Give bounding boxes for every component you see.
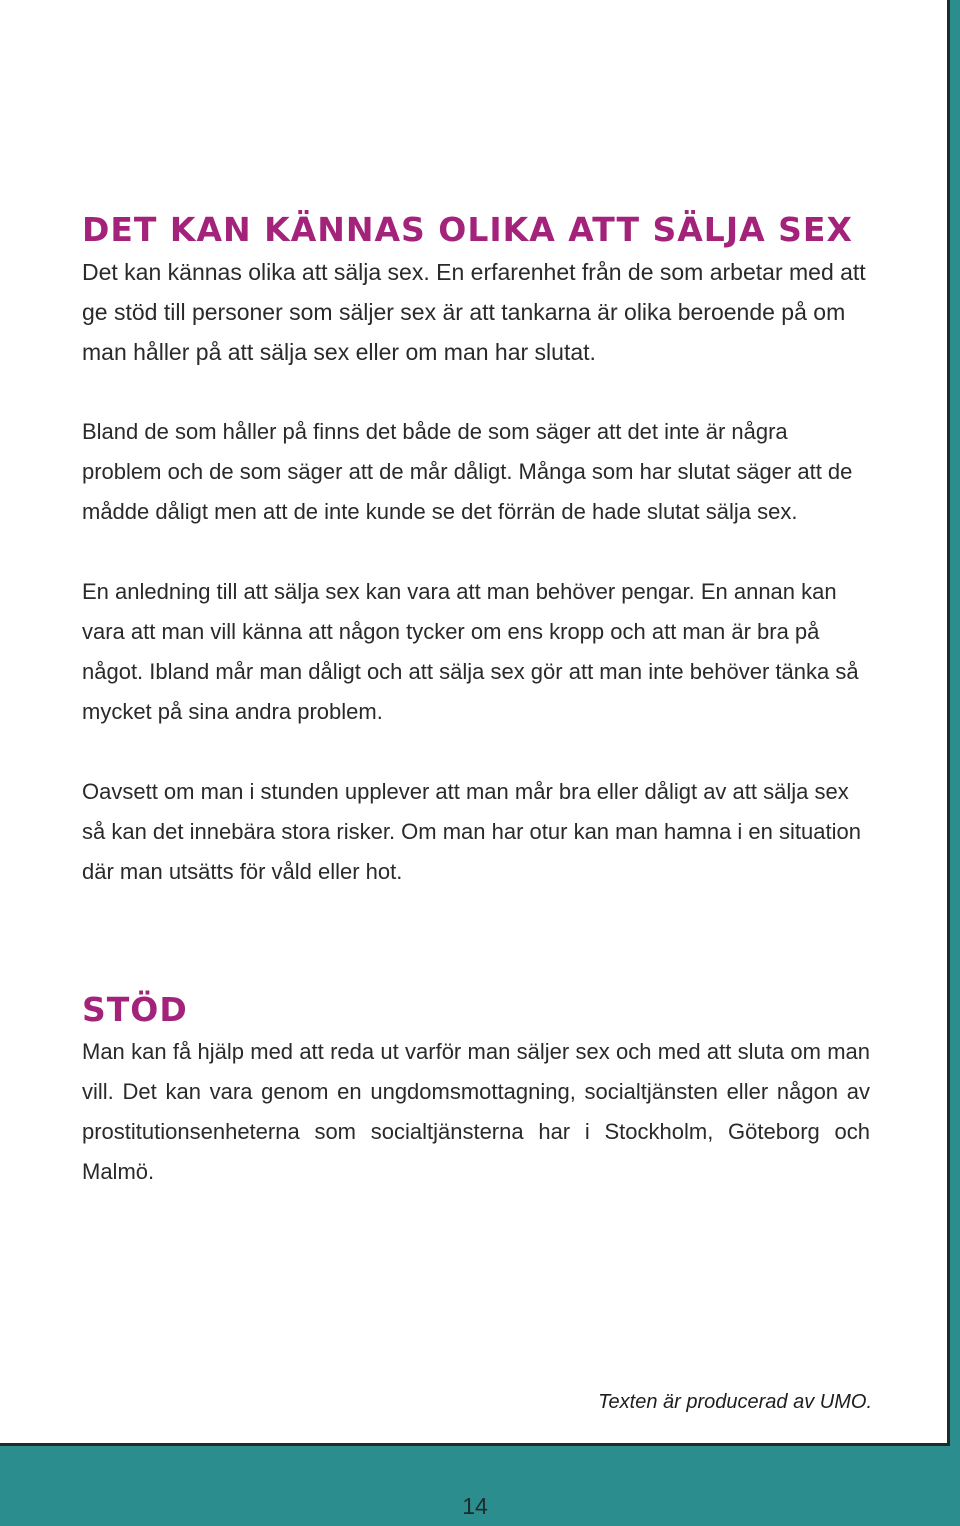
paragraph-feelings: Bland de som håller på finns det både de som säger att det inte är några problem och de som säger att de mår dåligt. Många som har slutat säger att de mådde dåligt men att de inte kunde se det förrän de hade slutat sälja sex. [82,419,853,524]
section-heading-support: STÖD [82,990,188,1029]
main-content [82,208,870,1192]
page-number: 14 [462,1493,488,1519]
intro-paragraph: Det kan kännas olika att sälja sex. En erfarenhet från de som arbetar med att ge stöd till personer som säljer sex är att tankarna är olika beroende på om man håller på att sälja sex eller om man har slutat. [82,259,866,365]
paragraph-risks: Oavsett om man i stunden upplever att man mår bra eller dåligt av att sälja sex så kan det innebära stora risker. Om man har otur kan man hamna i en situation där man utsätts för våld eller hot. [82,779,861,884]
section-heading-selling-sex: DET KAN KÄNNAS OLIKA ATT SÄLJA SEX [82,210,853,249]
credit-line: Texten är producerad av UMO. [598,1391,872,1413]
paragraph-reasons: En anledning till att sälja sex kan vara att man behöver pengar. En annan kan vara att man vill känna att någon tycker om ens kropp och att man är bra på något. Ibland mår man dåligt och att sälja sex gör att man inte behöver tänka så mycket på sina andra problem. [82,579,859,724]
support-paragraph: Man kan få hjälp med att reda ut varför man säljer sex och med att sluta om man vill. Det kan vara genom en ungdomsmottagning, socialtjänsten eller någon av prostitutionsenheterna som socialtjänsterna har i Stockholm, Göteborg och Malmö. [82,1039,870,1184]
